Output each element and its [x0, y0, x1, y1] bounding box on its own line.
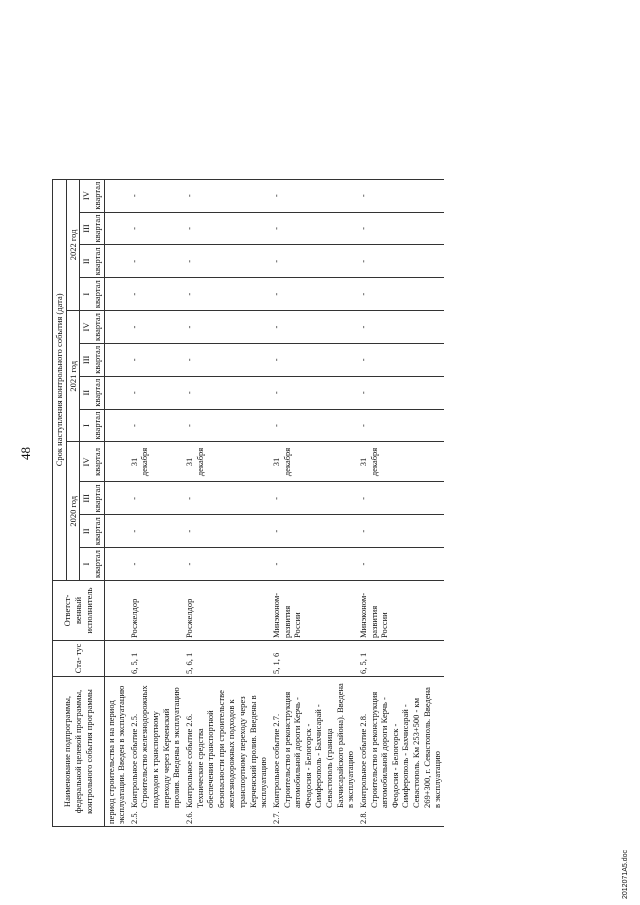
row-responsible: Минэконом- развития России — [357, 581, 444, 641]
cell-value: - — [128, 515, 183, 548]
header-quarter: IV квартал — [80, 179, 104, 212]
cell-value: - — [270, 548, 357, 581]
cell-value: - — [270, 515, 357, 548]
header-quarter: III квартал — [80, 482, 104, 515]
cell-value: - — [270, 179, 357, 212]
table-row — [128, 179, 183, 826]
control-events-table — [52, 179, 444, 827]
cell-value: - — [128, 179, 183, 212]
row-name: Контрольное событие 2.6. Технические средства обеспечения транспортной безопасности при строительстве железнодорожных подходов к транспортному переходу через Керченский пролив. Введены в эксплуатацию — [183, 690, 269, 808]
cell-value: - — [183, 311, 270, 344]
continuation-text: период строительства и на период эксплуатации. Введен в эксплуатацию — [104, 677, 128, 827]
header-name: Наименование подпрограммы, федеральной целевой программы, контрольного события программы — [53, 677, 105, 827]
header-quarter: IV квартал — [80, 442, 104, 482]
table-header — [53, 179, 105, 826]
cell-value: - — [357, 376, 444, 409]
cell-value: - — [270, 311, 357, 344]
header-status: Ста- тус — [53, 641, 105, 677]
row-name: Контрольное событие 2.8. Строительство и реконструкция автомобильной дороги Керчь - Феодосия - Белогорск - Симферополь - Бахчисарай - Севастополь. Км 253+500 - км 269+300, г. Севастополь. Введена в эксплуатацию — [357, 687, 443, 808]
cell-value: - — [128, 376, 183, 409]
row-number: 2.7. — [270, 811, 281, 824]
row-status: 6, 5, 1 — [357, 641, 444, 677]
cell-value: - — [128, 278, 183, 311]
row-number: 2.6. — [183, 811, 194, 824]
cell-value: - — [357, 311, 444, 344]
cell-value: - — [357, 343, 444, 376]
table-row — [270, 179, 357, 826]
row-responsible: Росжелдор — [128, 581, 183, 641]
row-name: Контрольное событие 2.7. Строительство и реконструкция автомобильной дороги Керчь - Феодосия - Белогорск - Симферополь - Бахчисарай - Севастополь (граница Бахчисарайского района). Введена в эксплуатацию — [270, 683, 356, 808]
cell-value: - — [270, 376, 357, 409]
header-quarter: II квартал — [80, 376, 104, 409]
cell-value: - — [270, 409, 357, 442]
header-deadline: Срок наступления контрольного события (дата) — [53, 179, 67, 580]
cell-value: - — [270, 278, 357, 311]
cell-value: - — [183, 515, 270, 548]
row-status: 5, 6, 1 — [183, 641, 270, 677]
cell-value: - — [357, 278, 444, 311]
row-status: 6, 5, 1 — [128, 641, 183, 677]
footer-filename: 2012071А5.doc — [622, 849, 629, 899]
cell-value: - — [128, 482, 183, 515]
header-responsible: Ответст- венный исполнитель — [53, 581, 105, 641]
row-number: 2.8. — [357, 811, 368, 824]
page-number: 48 — [18, 447, 33, 460]
row-responsible: Минэконом- развития России — [270, 581, 357, 641]
cell-date: 31 декабря — [183, 442, 270, 482]
cell-value: - — [357, 245, 444, 278]
cell-value: - — [183, 179, 270, 212]
cell-value: - — [270, 212, 357, 245]
cell-value: - — [183, 376, 270, 409]
cell-value: - — [128, 245, 183, 278]
header-year-2020: 2020 год — [66, 442, 80, 581]
table-row — [357, 179, 444, 826]
cell-date: 31 декабря — [128, 442, 183, 482]
cell-value: - — [183, 548, 270, 581]
row-name: Контрольное событие 2.5. Строительство железнодорожных подходов к транспортному переходу через Керченский пролив. Введены в эксплуатацию — [128, 685, 182, 808]
cell-value: - — [128, 343, 183, 376]
cell-value: - — [270, 245, 357, 278]
row-status: 5, 1, 6 — [270, 641, 357, 677]
cell-value: - — [357, 482, 444, 515]
continuation-row — [104, 179, 128, 826]
cell-value: - — [183, 278, 270, 311]
cell-value: - — [357, 179, 444, 212]
cell-value: - — [183, 245, 270, 278]
cell-value: - — [183, 212, 270, 245]
header-year-2021: 2021 год — [66, 311, 80, 442]
cell-value: - — [357, 515, 444, 548]
cell-value: - — [128, 548, 183, 581]
cell-value: - — [183, 409, 270, 442]
cell-date: 31 декабря — [270, 442, 357, 482]
header-quarter: I квартал — [80, 409, 104, 442]
header-quarter: I квартал — [80, 278, 104, 311]
cell-date: 31 декабря — [357, 442, 444, 482]
cell-value: - — [270, 343, 357, 376]
cell-value: - — [357, 212, 444, 245]
cell-value: - — [183, 343, 270, 376]
header-quarter: III квартал — [80, 212, 104, 245]
row-responsible: Росжелдор — [183, 581, 270, 641]
header-quarter: I квартал — [80, 548, 104, 581]
header-quarter: IV квартал — [80, 311, 104, 344]
cell-value: - — [357, 409, 444, 442]
table-row — [183, 179, 270, 826]
cell-value: - — [128, 311, 183, 344]
row-number: 2.5. — [128, 811, 139, 824]
header-quarter: III квартал — [80, 343, 104, 376]
cell-value: - — [128, 409, 183, 442]
cell-value: - — [270, 482, 357, 515]
cell-value: - — [128, 212, 183, 245]
cell-value: - — [183, 482, 270, 515]
cell-value: - — [357, 548, 444, 581]
header-quarter: II квартал — [80, 515, 104, 548]
header-quarter: II квартал — [80, 245, 104, 278]
header-year-2022: 2022 год — [66, 179, 80, 310]
